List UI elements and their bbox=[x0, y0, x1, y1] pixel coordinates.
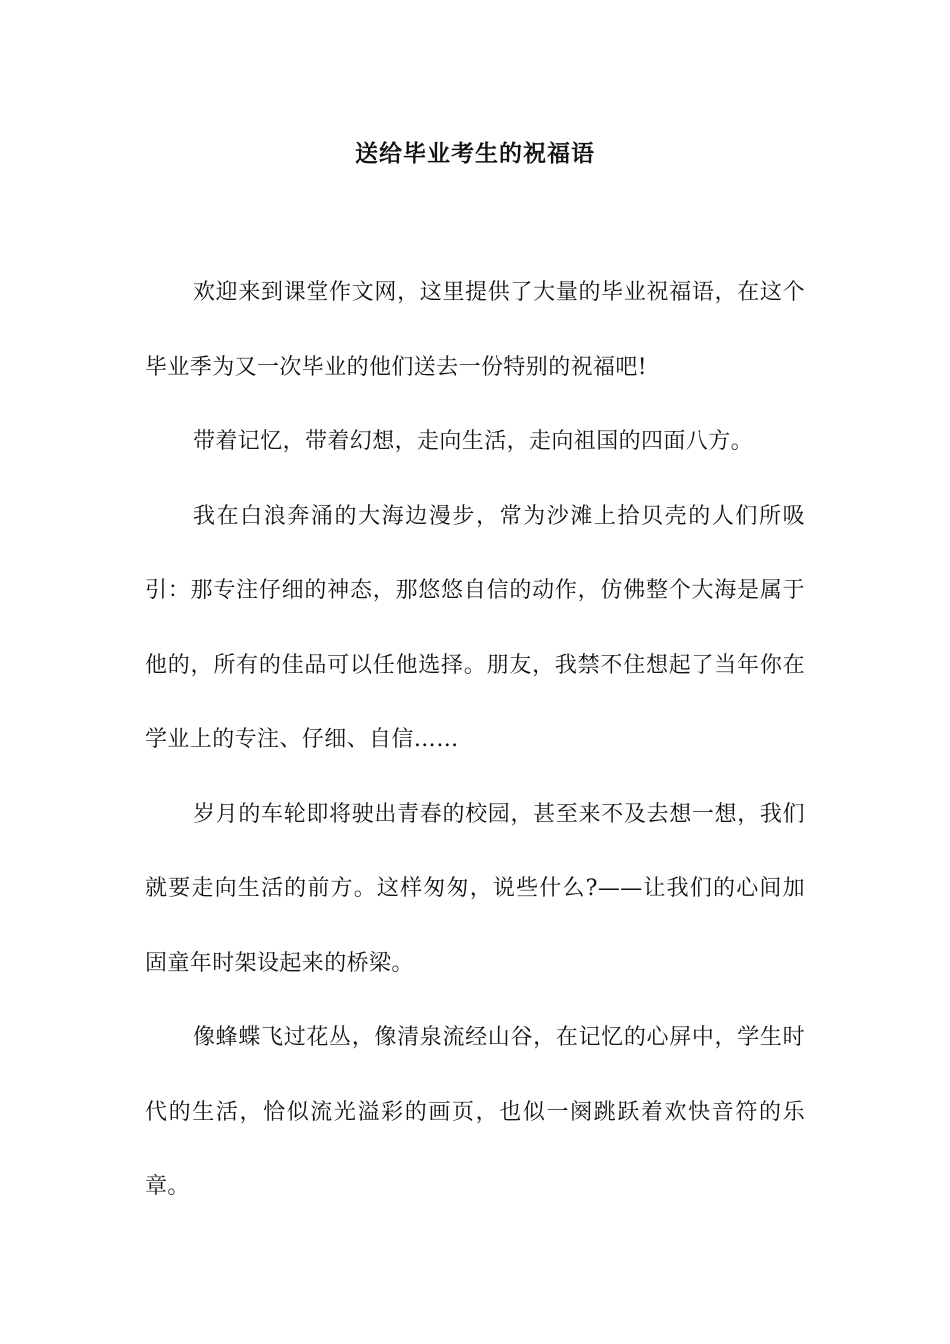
document-body bbox=[145, 256, 805, 1225]
document-title: 送给毕业考生的祝福语 bbox=[355, 140, 595, 167]
paragraph-welcome: 欢迎来到课堂作文网，这里提供了大量的毕业祝福语，在这个毕业季为又一次毕业的他们送去一份特别的祝福吧! bbox=[145, 280, 805, 380]
paragraph-butterflies: 像蜂蝶飞过花丛，像清泉流经山谷，在记忆的心屏中，学生时代的生活，恰似流光溢彩的画页，也似一阕跳跃着欢快音符的乐章。 bbox=[145, 1025, 805, 1199]
paragraph-seaside: 我在白浪奔涌的大海边漫步，常为沙滩上拾贝壳的人们所吸引：那专注仔细的神态，那悠悠自信的动作，仿佛整个大海是属于他的，所有的佳品可以任他选择。朋友，我禁不住想起了当年你在学业上的专注、仔细、自信…… bbox=[145, 503, 805, 752]
paragraph-years: 岁月的车轮即将驶出青春的校园，甚至来不及去想一想，我们就要走向生活的前方。这样匆匆，说些什么?——让我们的心间加固童年时架设起来的桥梁。 bbox=[145, 801, 805, 976]
paragraph-memory: 带着记忆，带着幻想，走向生活，走向祖国的四面八方。 bbox=[193, 429, 754, 454]
